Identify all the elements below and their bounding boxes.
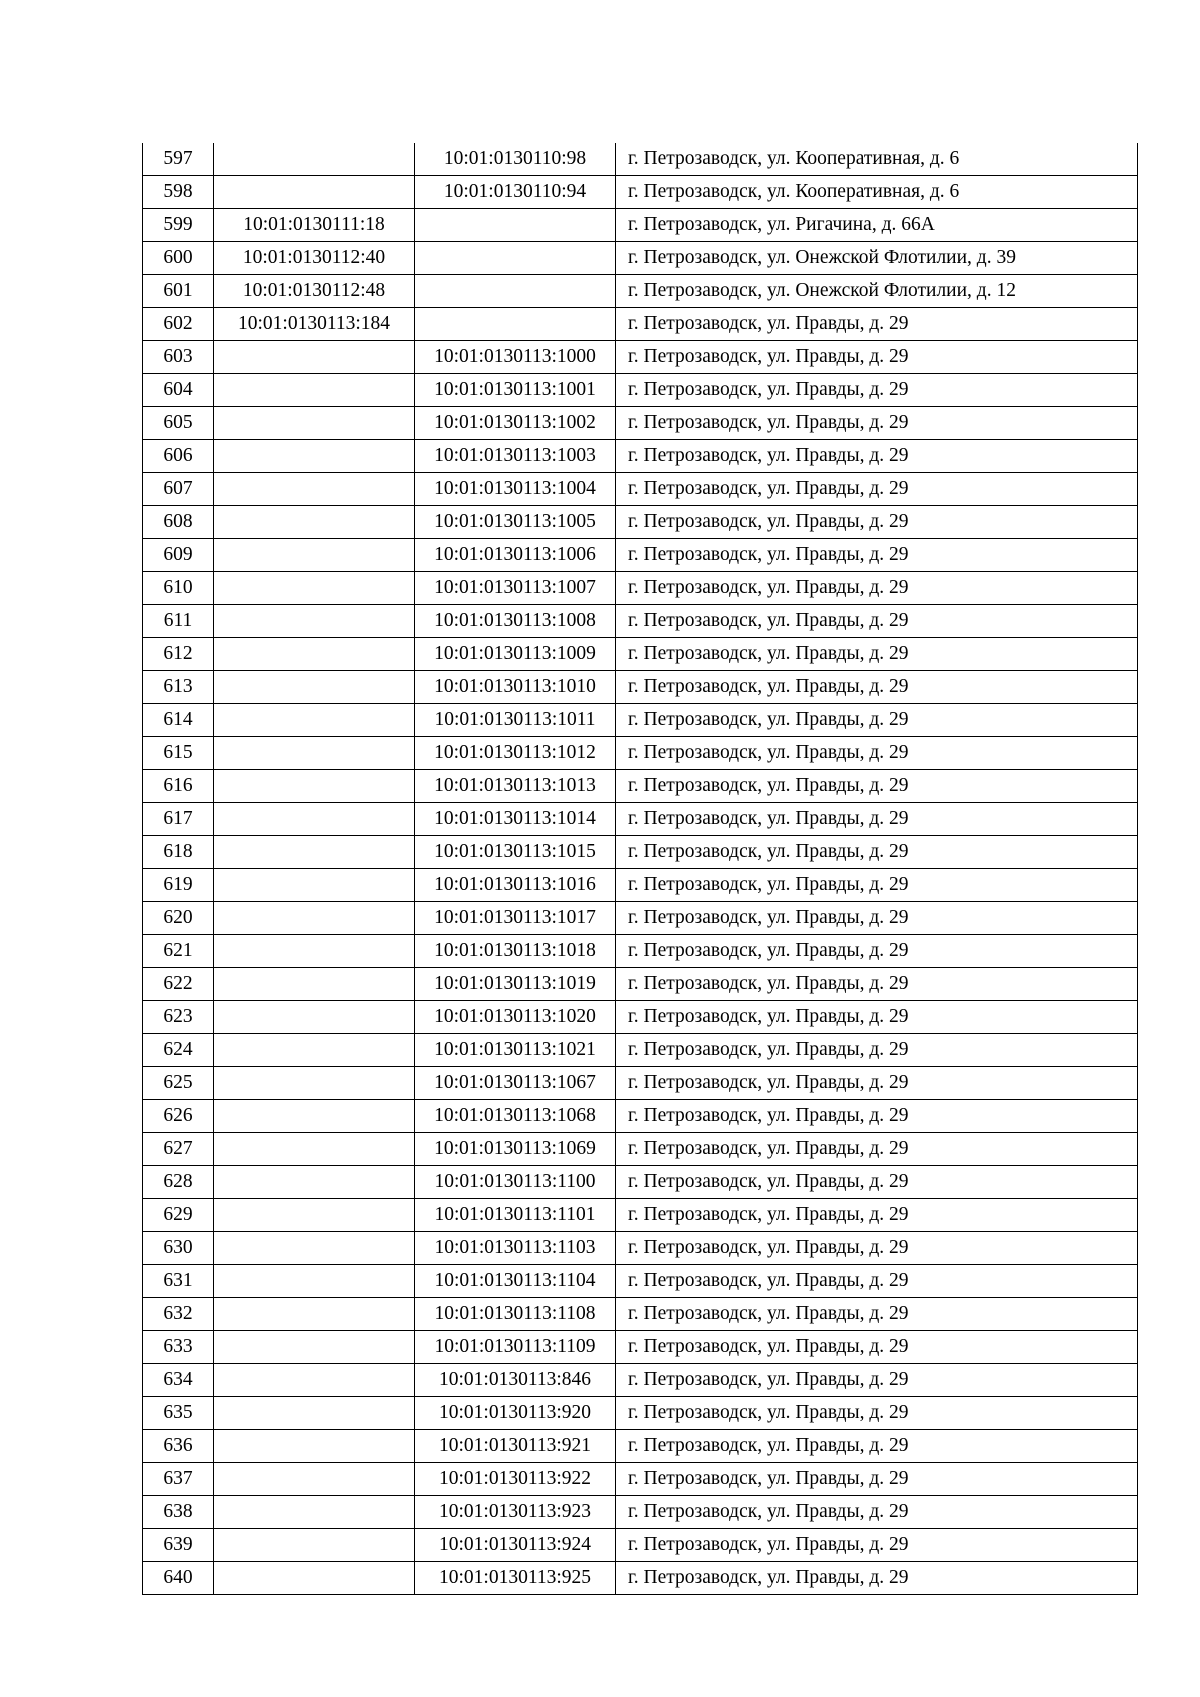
land-cadastral-number-cell — [214, 1496, 415, 1529]
object-cadastral-number-cell: 10:01:0130113:920 — [415, 1397, 616, 1430]
object-cadastral-number-cell: 10:01:0130113:1014 — [415, 803, 616, 836]
address-cell: г. Петрозаводск, ул. Правды, д. 29 — [616, 308, 1138, 341]
address-cell: г. Петрозаводск, ул. Ригачина, д. 66А — [616, 209, 1138, 242]
address-cell: г. Петрозаводск, ул. Правды, д. 29 — [616, 836, 1138, 869]
row-number-cell: 640 — [143, 1562, 214, 1595]
table-row — [143, 1463, 1138, 1496]
row-number-cell: 628 — [143, 1166, 214, 1199]
land-cadastral-number-cell — [214, 671, 415, 704]
object-cadastral-number-cell: 10:01:0130110:94 — [415, 176, 616, 209]
object-cadastral-number-cell: 10:01:0130113:1007 — [415, 572, 616, 605]
address-cell: г. Петрозаводск, ул. Правды, д. 29 — [616, 1100, 1138, 1133]
table-row — [143, 143, 1138, 176]
object-cadastral-number-cell: 10:01:0130113:1001 — [415, 374, 616, 407]
address-cell: г. Петрозаводск, ул. Правды, д. 29 — [616, 1463, 1138, 1496]
row-number-cell: 597 — [143, 143, 214, 176]
row-number-cell: 631 — [143, 1265, 214, 1298]
table-row — [143, 935, 1138, 968]
address-cell: г. Петрозаводск, ул. Правды, д. 29 — [616, 704, 1138, 737]
address-cell: г. Петрозаводск, ул. Правды, д. 29 — [616, 803, 1138, 836]
table-row — [143, 440, 1138, 473]
object-cadastral-number-cell: 10:01:0130113:1021 — [415, 1034, 616, 1067]
row-number-cell: 612 — [143, 638, 214, 671]
object-cadastral-number-cell: 10:01:0130113:1017 — [415, 902, 616, 935]
address-cell: г. Петрозаводск, ул. Правды, д. 29 — [616, 671, 1138, 704]
address-cell: г. Петрозаводск, ул. Правды, д. 29 — [616, 572, 1138, 605]
address-cell: г. Петрозаводск, ул. Правды, д. 29 — [616, 407, 1138, 440]
land-cadastral-number-cell — [214, 407, 415, 440]
object-cadastral-number-cell: 10:01:0130113:1012 — [415, 737, 616, 770]
address-cell: г. Петрозаводск, ул. Правды, д. 29 — [616, 1331, 1138, 1364]
table-row — [143, 1265, 1138, 1298]
land-cadastral-number-cell — [214, 1430, 415, 1463]
object-cadastral-number-cell: 10:01:0130113:1003 — [415, 440, 616, 473]
object-cadastral-number-cell — [415, 209, 616, 242]
table-row — [143, 638, 1138, 671]
object-cadastral-number-cell: 10:01:0130113:922 — [415, 1463, 616, 1496]
address-cell: г. Петрозаводск, ул. Правды, д. 29 — [616, 935, 1138, 968]
address-cell: г. Петрозаводск, ул. Правды, д. 29 — [616, 968, 1138, 1001]
object-cadastral-number-cell: 10:01:0130113:1018 — [415, 935, 616, 968]
land-cadastral-number-cell — [214, 143, 415, 176]
land-cadastral-number-cell: 10:01:0130112:40 — [214, 242, 415, 275]
table-row — [143, 209, 1138, 242]
row-number-cell: 604 — [143, 374, 214, 407]
address-cell: г. Петрозаводск, ул. Правды, д. 29 — [616, 1199, 1138, 1232]
land-cadastral-number-cell: 10:01:0130111:18 — [214, 209, 415, 242]
address-cell: г. Петрозаводск, ул. Правды, д. 29 — [616, 638, 1138, 671]
land-cadastral-number-cell — [214, 1265, 415, 1298]
table-row — [143, 770, 1138, 803]
row-number-cell: 602 — [143, 308, 214, 341]
row-number-cell: 638 — [143, 1496, 214, 1529]
land-cadastral-number-cell — [214, 176, 415, 209]
land-cadastral-number-cell — [214, 770, 415, 803]
table-row — [143, 407, 1138, 440]
row-number-cell: 601 — [143, 275, 214, 308]
table-row — [143, 1067, 1138, 1100]
table-row — [143, 1496, 1138, 1529]
address-cell: г. Петрозаводск, ул. Правды, д. 29 — [616, 440, 1138, 473]
object-cadastral-number-cell: 10:01:0130113:1068 — [415, 1100, 616, 1133]
object-cadastral-number-cell: 10:01:0130113:924 — [415, 1529, 616, 1562]
object-cadastral-number-cell: 10:01:0130113:925 — [415, 1562, 616, 1595]
object-cadastral-number-cell — [415, 242, 616, 275]
address-cell: г. Петрозаводск, ул. Правды, д. 29 — [616, 341, 1138, 374]
land-cadastral-number-cell — [214, 341, 415, 374]
address-cell: г. Петрозаводск, ул. Правды, д. 29 — [616, 1430, 1138, 1463]
row-number-cell: 599 — [143, 209, 214, 242]
object-cadastral-number-cell: 10:01:0130113:1002 — [415, 407, 616, 440]
table-row — [143, 1364, 1138, 1397]
table-row — [143, 1430, 1138, 1463]
row-number-cell: 634 — [143, 1364, 214, 1397]
table-row — [143, 1199, 1138, 1232]
row-number-cell: 619 — [143, 869, 214, 902]
address-cell: г. Петрозаводск, ул. Правды, д. 29 — [616, 1265, 1138, 1298]
row-number-cell: 613 — [143, 671, 214, 704]
object-cadastral-number-cell: 10:01:0130113:1101 — [415, 1199, 616, 1232]
land-cadastral-number-cell — [214, 638, 415, 671]
address-cell: г. Петрозаводск, ул. Онежской Флотилии, д. 39 — [616, 242, 1138, 275]
row-number-cell: 609 — [143, 539, 214, 572]
row-number-cell: 623 — [143, 1001, 214, 1034]
object-cadastral-number-cell: 10:01:0130113:1006 — [415, 539, 616, 572]
row-number-cell: 633 — [143, 1331, 214, 1364]
land-cadastral-number-cell — [214, 803, 415, 836]
row-number-cell: 608 — [143, 506, 214, 539]
address-cell: г. Петрозаводск, ул. Правды, д. 29 — [616, 1529, 1138, 1562]
row-number-cell: 611 — [143, 605, 214, 638]
object-cadastral-number-cell: 10:01:0130113:923 — [415, 1496, 616, 1529]
object-cadastral-number-cell: 10:01:0130113:1104 — [415, 1265, 616, 1298]
address-cell: г. Петрозаводск, ул. Кооперативная, д. 6 — [616, 176, 1138, 209]
row-number-cell: 620 — [143, 902, 214, 935]
table-row — [143, 1562, 1138, 1595]
land-cadastral-number-cell — [214, 1133, 415, 1166]
address-cell: г. Петрозаводск, ул. Правды, д. 29 — [616, 374, 1138, 407]
address-cell: г. Петрозаводск, ул. Правды, д. 29 — [616, 539, 1138, 572]
address-cell: г. Петрозаводск, ул. Правды, д. 29 — [616, 770, 1138, 803]
land-cadastral-number-cell — [214, 902, 415, 935]
row-number-cell: 605 — [143, 407, 214, 440]
land-cadastral-number-cell — [214, 1034, 415, 1067]
row-number-cell: 627 — [143, 1133, 214, 1166]
row-number-cell: 610 — [143, 572, 214, 605]
land-cadastral-number-cell — [214, 836, 415, 869]
land-cadastral-number-cell — [214, 869, 415, 902]
object-cadastral-number-cell: 10:01:0130113:1010 — [415, 671, 616, 704]
table-row — [143, 1001, 1138, 1034]
row-number-cell: 621 — [143, 935, 214, 968]
table-row — [143, 1034, 1138, 1067]
land-cadastral-number-cell — [214, 1067, 415, 1100]
object-cadastral-number-cell: 10:01:0130110:98 — [415, 143, 616, 176]
object-cadastral-number-cell: 10:01:0130113:1015 — [415, 836, 616, 869]
land-cadastral-number-cell — [214, 1463, 415, 1496]
row-number-cell: 616 — [143, 770, 214, 803]
table-row — [143, 803, 1138, 836]
object-cadastral-number-cell: 10:01:0130113:1005 — [415, 506, 616, 539]
row-number-cell: 639 — [143, 1529, 214, 1562]
object-cadastral-number-cell: 10:01:0130113:1013 — [415, 770, 616, 803]
row-number-cell: 635 — [143, 1397, 214, 1430]
row-number-cell: 617 — [143, 803, 214, 836]
row-number-cell: 622 — [143, 968, 214, 1001]
address-cell: г. Петрозаводск, ул. Правды, д. 29 — [616, 1133, 1138, 1166]
table-row — [143, 176, 1138, 209]
land-cadastral-number-cell — [214, 1529, 415, 1562]
land-cadastral-number-cell — [214, 473, 415, 506]
address-cell: г. Петрозаводск, ул. Правды, д. 29 — [616, 506, 1138, 539]
object-cadastral-number-cell: 10:01:0130113:1108 — [415, 1298, 616, 1331]
land-cadastral-number-cell — [214, 1298, 415, 1331]
land-cadastral-number-cell — [214, 440, 415, 473]
table-row — [143, 968, 1138, 1001]
land-cadastral-number-cell: 10:01:0130113:184 — [214, 308, 415, 341]
address-cell: г. Петрозаводск, ул. Правды, д. 29 — [616, 869, 1138, 902]
table-row — [143, 605, 1138, 638]
object-cadastral-number-cell: 10:01:0130113:921 — [415, 1430, 616, 1463]
row-number-cell: 603 — [143, 341, 214, 374]
table-row — [143, 704, 1138, 737]
object-cadastral-number-cell: 10:01:0130113:1016 — [415, 869, 616, 902]
address-cell: г. Петрозаводск, ул. Онежской Флотилии, д. 12 — [616, 275, 1138, 308]
table-row — [143, 737, 1138, 770]
table-row — [143, 275, 1138, 308]
table-row — [143, 1133, 1138, 1166]
row-number-cell: 606 — [143, 440, 214, 473]
object-cadastral-number-cell: 10:01:0130113:1011 — [415, 704, 616, 737]
table-row — [143, 1232, 1138, 1265]
object-cadastral-number-cell — [415, 308, 616, 341]
object-cadastral-number-cell: 10:01:0130113:1009 — [415, 638, 616, 671]
row-number-cell: 614 — [143, 704, 214, 737]
table-row — [143, 341, 1138, 374]
land-cadastral-number-cell — [214, 935, 415, 968]
registry-table-body — [143, 143, 1138, 1595]
table-row — [143, 1100, 1138, 1133]
row-number-cell: 636 — [143, 1430, 214, 1463]
row-number-cell: 637 — [143, 1463, 214, 1496]
address-cell: г. Петрозаводск, ул. Правды, д. 29 — [616, 1001, 1138, 1034]
address-cell: г. Петрозаводск, ул. Правды, д. 29 — [616, 1496, 1138, 1529]
object-cadastral-number-cell: 10:01:0130113:1019 — [415, 968, 616, 1001]
table-row — [143, 506, 1138, 539]
land-cadastral-number-cell — [214, 1364, 415, 1397]
object-cadastral-number-cell: 10:01:0130113:1000 — [415, 341, 616, 374]
row-number-cell: 600 — [143, 242, 214, 275]
object-cadastral-number-cell — [415, 275, 616, 308]
table-row — [143, 902, 1138, 935]
row-number-cell: 626 — [143, 1100, 214, 1133]
address-cell: г. Петрозаводск, ул. Правды, д. 29 — [616, 737, 1138, 770]
table-row — [143, 1298, 1138, 1331]
address-cell: г. Петрозаводск, ул. Правды, д. 29 — [616, 1397, 1138, 1430]
address-cell: г. Петрозаводск, ул. Правды, д. 29 — [616, 1034, 1138, 1067]
table-row — [143, 572, 1138, 605]
land-cadastral-number-cell — [214, 1199, 415, 1232]
address-cell: г. Петрозаводск, ул. Правды, д. 29 — [616, 1232, 1138, 1265]
row-number-cell: 629 — [143, 1199, 214, 1232]
object-cadastral-number-cell: 10:01:0130113:1020 — [415, 1001, 616, 1034]
row-number-cell: 625 — [143, 1067, 214, 1100]
land-cadastral-number-cell — [214, 1331, 415, 1364]
object-cadastral-number-cell: 10:01:0130113:1008 — [415, 605, 616, 638]
table-row — [143, 671, 1138, 704]
row-number-cell: 607 — [143, 473, 214, 506]
object-cadastral-number-cell: 10:01:0130113:1004 — [415, 473, 616, 506]
object-cadastral-number-cell: 10:01:0130113:1067 — [415, 1067, 616, 1100]
row-number-cell: 624 — [143, 1034, 214, 1067]
address-cell: г. Петрозаводск, ул. Кооперативная, д. 6 — [616, 143, 1138, 176]
address-cell: г. Петрозаводск, ул. Правды, д. 29 — [616, 902, 1138, 935]
table-row — [143, 374, 1138, 407]
land-cadastral-number-cell — [214, 1397, 415, 1430]
land-cadastral-number-cell: 10:01:0130112:48 — [214, 275, 415, 308]
object-cadastral-number-cell: 10:01:0130113:1109 — [415, 1331, 616, 1364]
land-cadastral-number-cell — [214, 1100, 415, 1133]
row-number-cell: 615 — [143, 737, 214, 770]
land-cadastral-number-cell — [214, 1562, 415, 1595]
address-cell: г. Петрозаводск, ул. Правды, д. 29 — [616, 1364, 1138, 1397]
address-cell: г. Петрозаводск, ул. Правды, д. 29 — [616, 1166, 1138, 1199]
table-row — [143, 1529, 1138, 1562]
land-cadastral-number-cell — [214, 506, 415, 539]
land-cadastral-number-cell — [214, 539, 415, 572]
object-cadastral-number-cell: 10:01:0130113:1069 — [415, 1133, 616, 1166]
land-cadastral-number-cell — [214, 737, 415, 770]
table-row — [143, 1166, 1138, 1199]
registry-table — [142, 143, 1138, 1595]
table-row — [143, 869, 1138, 902]
address-cell: г. Петрозаводск, ул. Правды, д. 29 — [616, 605, 1138, 638]
object-cadastral-number-cell: 10:01:0130113:1103 — [415, 1232, 616, 1265]
land-cadastral-number-cell — [214, 968, 415, 1001]
row-number-cell: 618 — [143, 836, 214, 869]
land-cadastral-number-cell — [214, 1232, 415, 1265]
address-cell: г. Петрозаводск, ул. Правды, д. 29 — [616, 1562, 1138, 1595]
table-row — [143, 836, 1138, 869]
land-cadastral-number-cell — [214, 374, 415, 407]
land-cadastral-number-cell — [214, 704, 415, 737]
table-row — [143, 308, 1138, 341]
table-row — [143, 539, 1138, 572]
object-cadastral-number-cell: 10:01:0130113:1100 — [415, 1166, 616, 1199]
address-cell: г. Петрозаводск, ул. Правды, д. 29 — [616, 1298, 1138, 1331]
land-cadastral-number-cell — [214, 1001, 415, 1034]
object-cadastral-number-cell: 10:01:0130113:846 — [415, 1364, 616, 1397]
row-number-cell: 598 — [143, 176, 214, 209]
address-cell: г. Петрозаводск, ул. Правды, д. 29 — [616, 473, 1138, 506]
table-row — [143, 242, 1138, 275]
table-row — [143, 1397, 1138, 1430]
row-number-cell: 632 — [143, 1298, 214, 1331]
table-row — [143, 473, 1138, 506]
table-row — [143, 1331, 1138, 1364]
land-cadastral-number-cell — [214, 1166, 415, 1199]
land-cadastral-number-cell — [214, 605, 415, 638]
row-number-cell: 630 — [143, 1232, 214, 1265]
land-cadastral-number-cell — [214, 572, 415, 605]
address-cell: г. Петрозаводск, ул. Правды, д. 29 — [616, 1067, 1138, 1100]
